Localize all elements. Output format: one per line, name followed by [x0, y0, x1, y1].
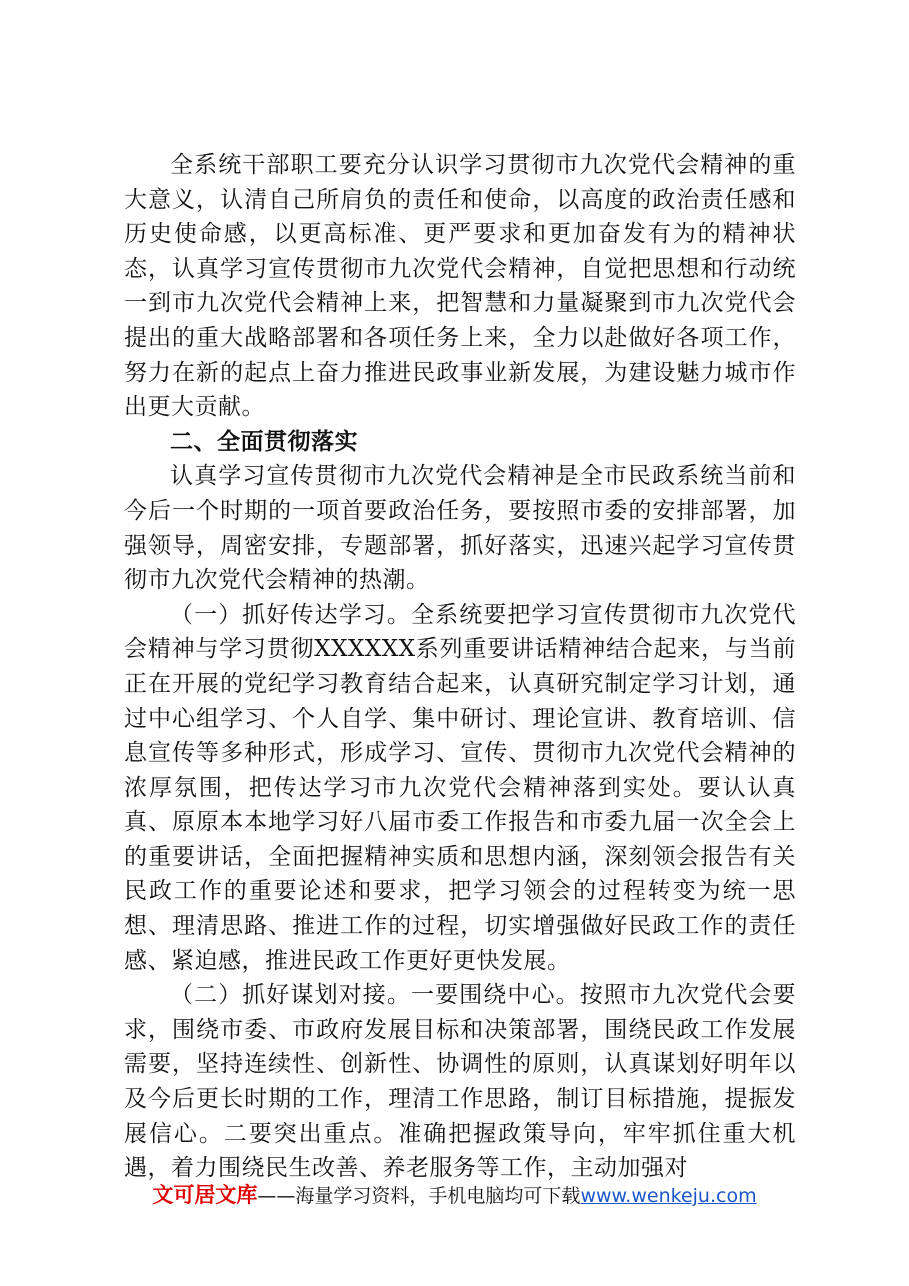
footer-banner	[0, 1180, 909, 1211]
footer-slogan: ——海量学习资料，手机电脑均可下载	[257, 1185, 581, 1207]
document-body	[124, 148, 796, 1186]
paragraph: 全系统干部职工要充分认识学习贯彻市九次党代会精神的重大意义，认清自己所肩负的责任和使命，以高度的政治责任感和历史使命感，以更高标准、更严要求和更加奋发有为的精神状态，认真学习宣传贯彻市九次党代会精神，自觉把思想和行动统一到市九次党代会精神上来，把智慧和力量凝聚到市九次党代会提出的重大战略部署和各项任务上来，全力以赴做好各项工作，努力在新的起点上奋力推进民政事业新发展，为建设魅力城市作出更大贡献。	[124, 152, 796, 421]
paragraph: （二）抓好谋划对接。一要围绕中心。按照市九次党代会要求，围绕市委、市政府发展目标和决策部署，围绕民政工作发展需要，坚持连续性、创新性、协调性的原则，认真谋划好明年以及今后更长时期的工作，理清工作思路，制订目标措施，提振发展信心。二要突出重点。准确把握政策导向，牢牢抓住重大机遇，着力围绕民生改善、养老服务等工作，主动加强对	[124, 982, 796, 1182]
paragraph: （一）抓好传达学习。全系统要把学习宣传贯彻市九次党代会精神与学习贯彻XXXXXX系列重要讲话精神结合起来，与当前正在开展的党纪学习教育结合起来，认真研究制定学习计划，通过中心组学习、个人自学、集中研讨、理论宣讲、教育培训、信息宣传等多种形式，形成学习、宣传、贯彻市九次党代会精神的浓厚氛围，把传达学习市九次党代会精神落到实处。要认认真真、原原本本地学习好八届市委工作报告和市委九届一次全会上的重要讲话，全面把握精神实质和思想内涵，深刻领会报告有关民政工作的重要论述和要求，把学习领会的过程转变为统一思想、理清思路、推进工作的过程，切实增强做好民政工作的责任感、紧迫感，推进民政工作更好更快发展。	[124, 601, 796, 974]
section-heading: 二、全面贯彻落实	[170, 428, 358, 455]
footer-website-link[interactable]: www.wenkeju.com	[580, 1185, 757, 1207]
paragraph: 认真学习宣传贯彻市九次党代会精神是全市民政系统当前和今后一个时期的一项首要政治任务，要按照市委的安排部署，加强领导，周密安排，专题部署，抓好落实，迅速兴起学习宣传贯彻市九次党代会精神的热潮。	[124, 463, 796, 594]
footer-brand: 文可居文库	[152, 1183, 258, 1207]
